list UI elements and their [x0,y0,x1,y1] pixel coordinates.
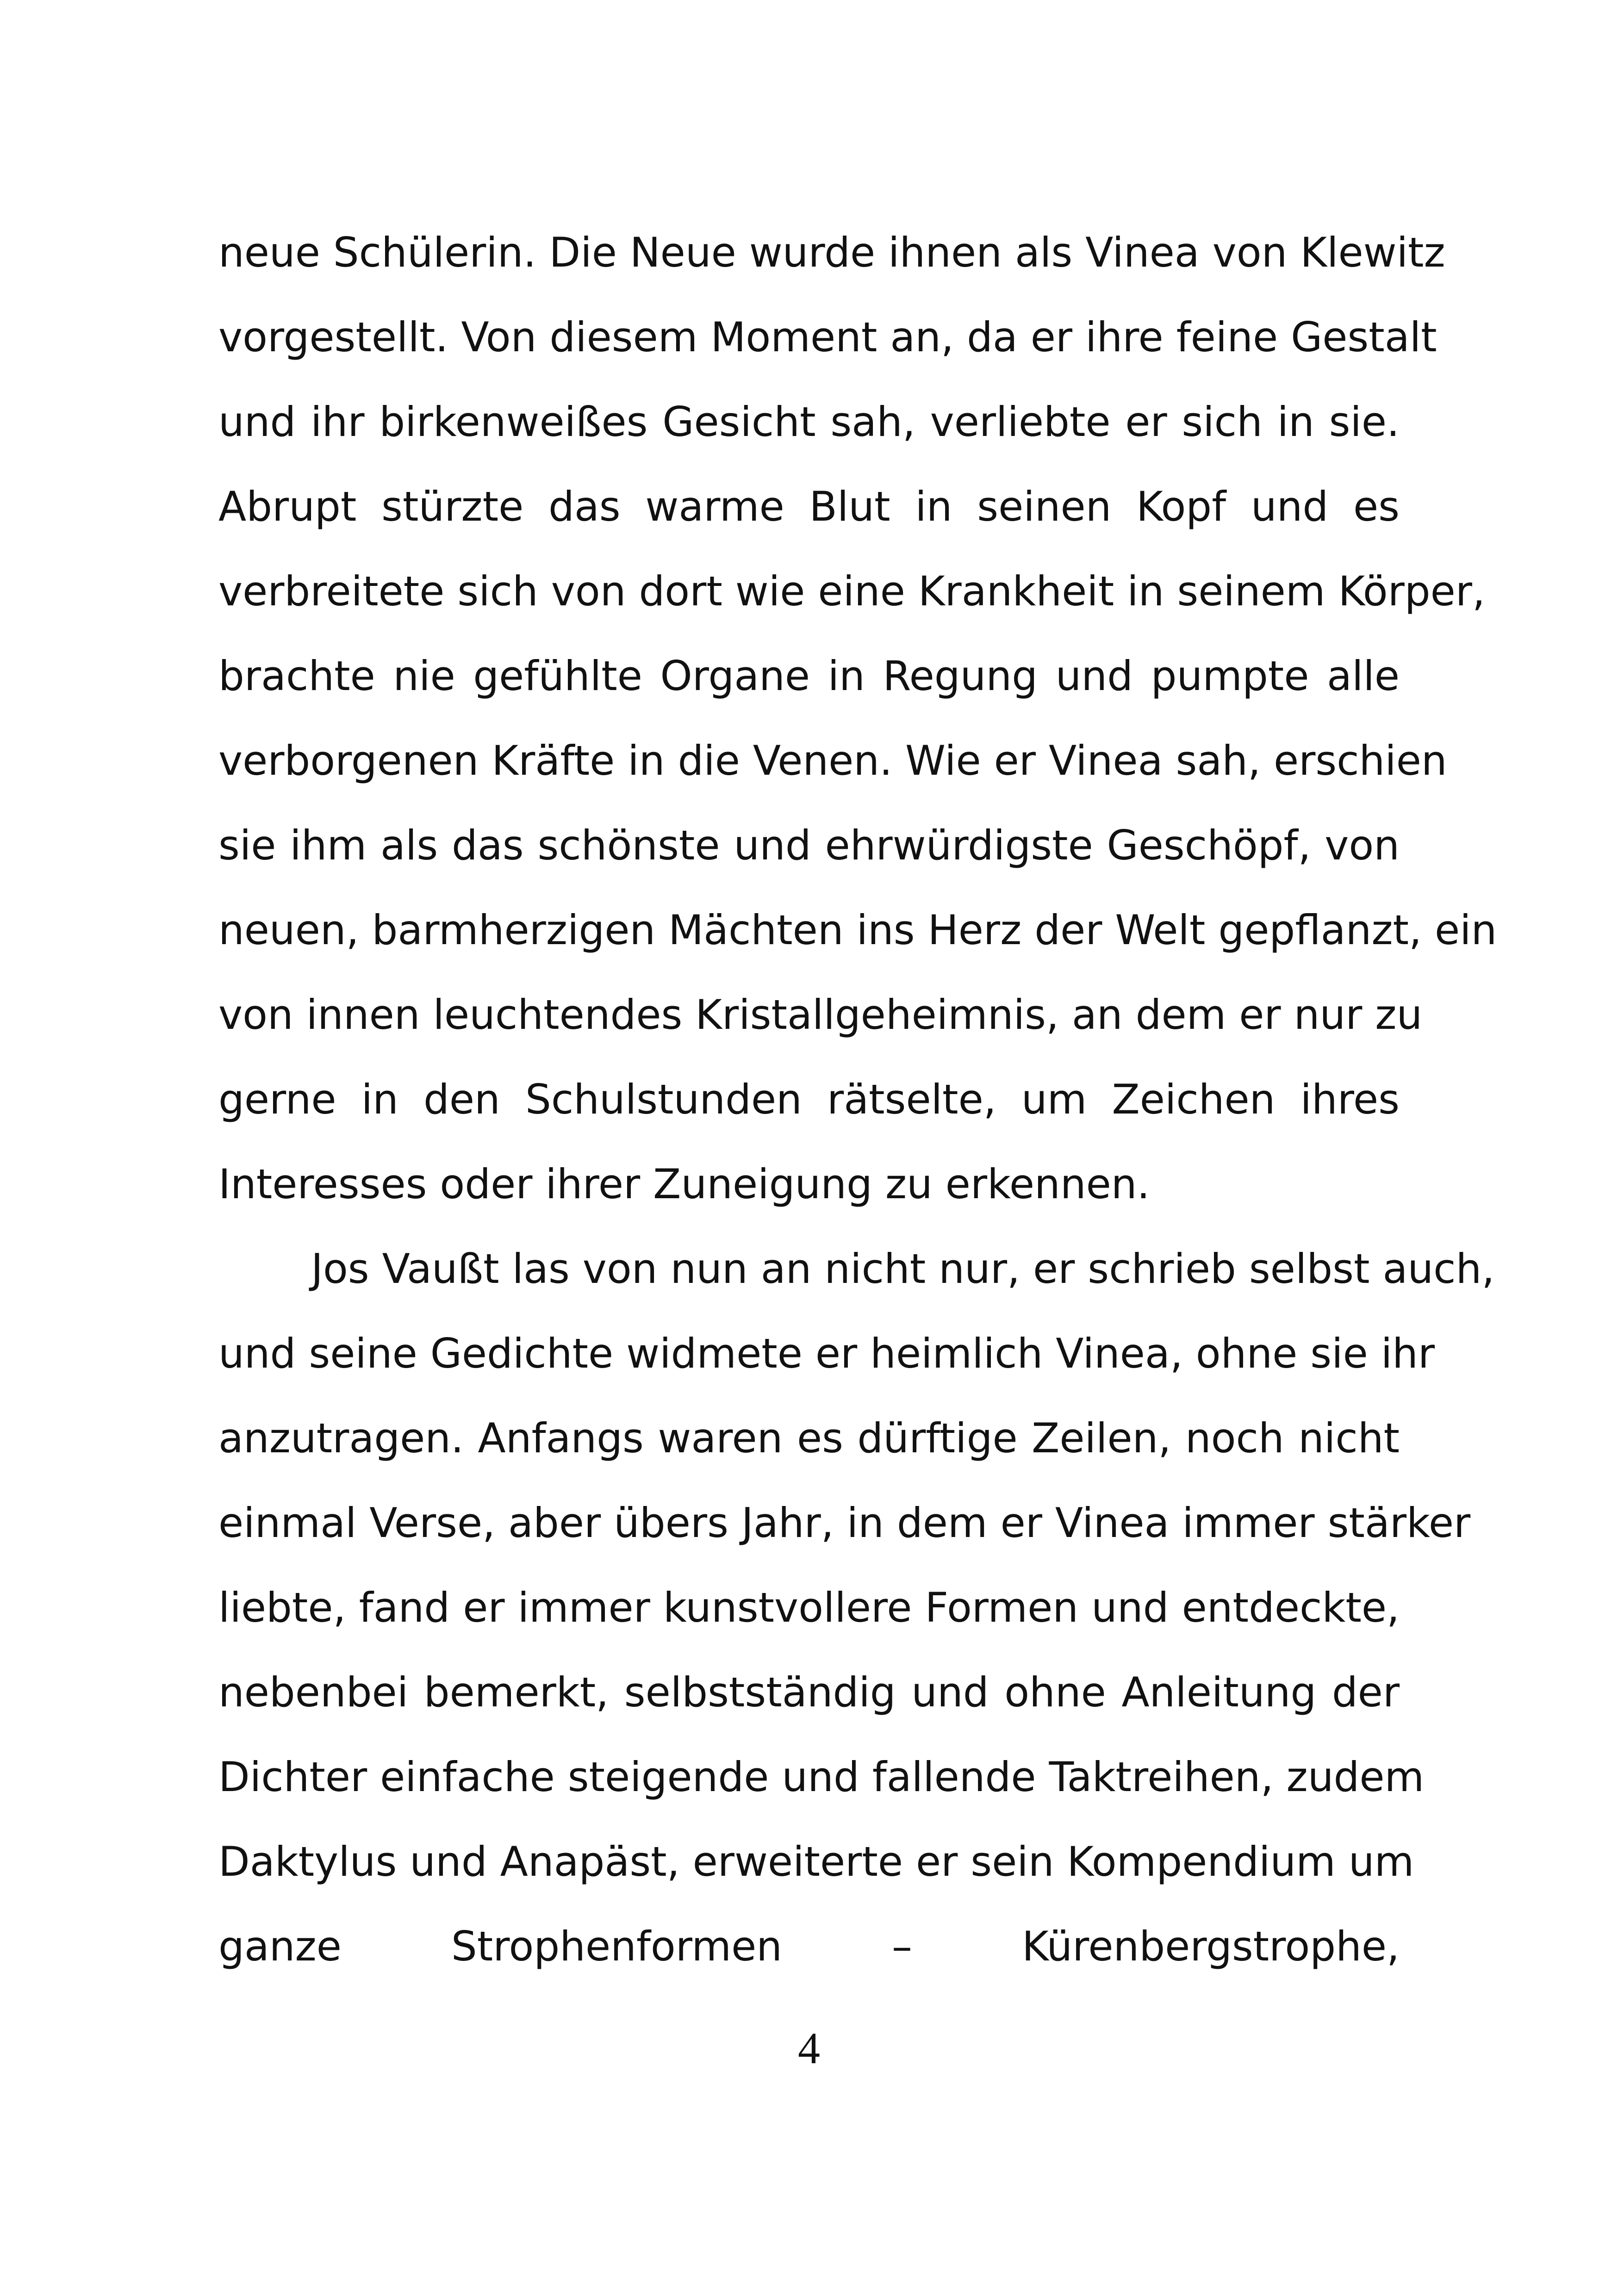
text-line: von innen leuchtendes Kristallgeheimnis, an dem er nur zu [218,991,1423,1039]
text-line: ganze Strophenformen – Kürenbergstrophe, [218,1923,1400,1970]
body-text [218,210,1497,1989]
page-number: 4 [798,2023,820,2073]
text-line: Daktylus und Anapäst, erweiterte er sein Kompendium um [218,1838,1414,1885]
text-line: nebenbei bemerkt, selbstständig und ohne Anleitung der [218,1668,1400,1716]
text-line: Dichter einfache steigende und fallende Taktreihen, zudem [218,1753,1425,1801]
text-line: einmal Verse, aber übers Jahr, in dem er Vinea immer stärker [218,1499,1471,1547]
text-line: sie ihm als das schönste und ehrwürdigste Geschöpf, von [218,821,1400,869]
text-line: vorgestellt. Von diesem Moment an, da er ihre feine Gestalt [218,313,1437,361]
text-line: liebte, fand er immer kunstvollere Formen und entdeckte, [218,1584,1400,1631]
text-line: verbreitete sich von dort wie eine Krankheit in seinem Körper, [218,567,1485,615]
text-line: Interesses oder ihrer Zuneigung zu erkennen. [218,1160,1150,1208]
text-line: und seine Gedichte widmete er heimlich Vinea, ohne sie ihr [218,1330,1435,1377]
text-line: gerne in den Schulstunden rätselte, um Zeichen ihres [218,1076,1400,1123]
text-line: und ihr birkenweißes Gesicht sah, verliebte er sich in sie. [218,398,1400,446]
text-line: verborgenen Kräfte in die Venen. Wie er Vinea sah, erschien [218,737,1447,784]
text-line: neuen, barmherzigen Mächten ins Herz der Welt gepflanzt, ein [218,906,1497,954]
text-line: Jos Vaußt las von nun an nicht nur, er schrieb selbst auch, [311,1245,1495,1293]
text-line: brachte nie gefühlte Organe in Regung und pumpte alle [218,652,1400,700]
text-line: Abrupt stürzte das warme Blut in seinen Kopf und es [218,483,1400,530]
text-line: neue Schülerin. Die Neue wurde ihnen als Vinea von Klewitz [218,229,1445,276]
text-line: anzutragen. Anfangs waren es dürftige Zeilen, noch nicht [218,1414,1400,1462]
